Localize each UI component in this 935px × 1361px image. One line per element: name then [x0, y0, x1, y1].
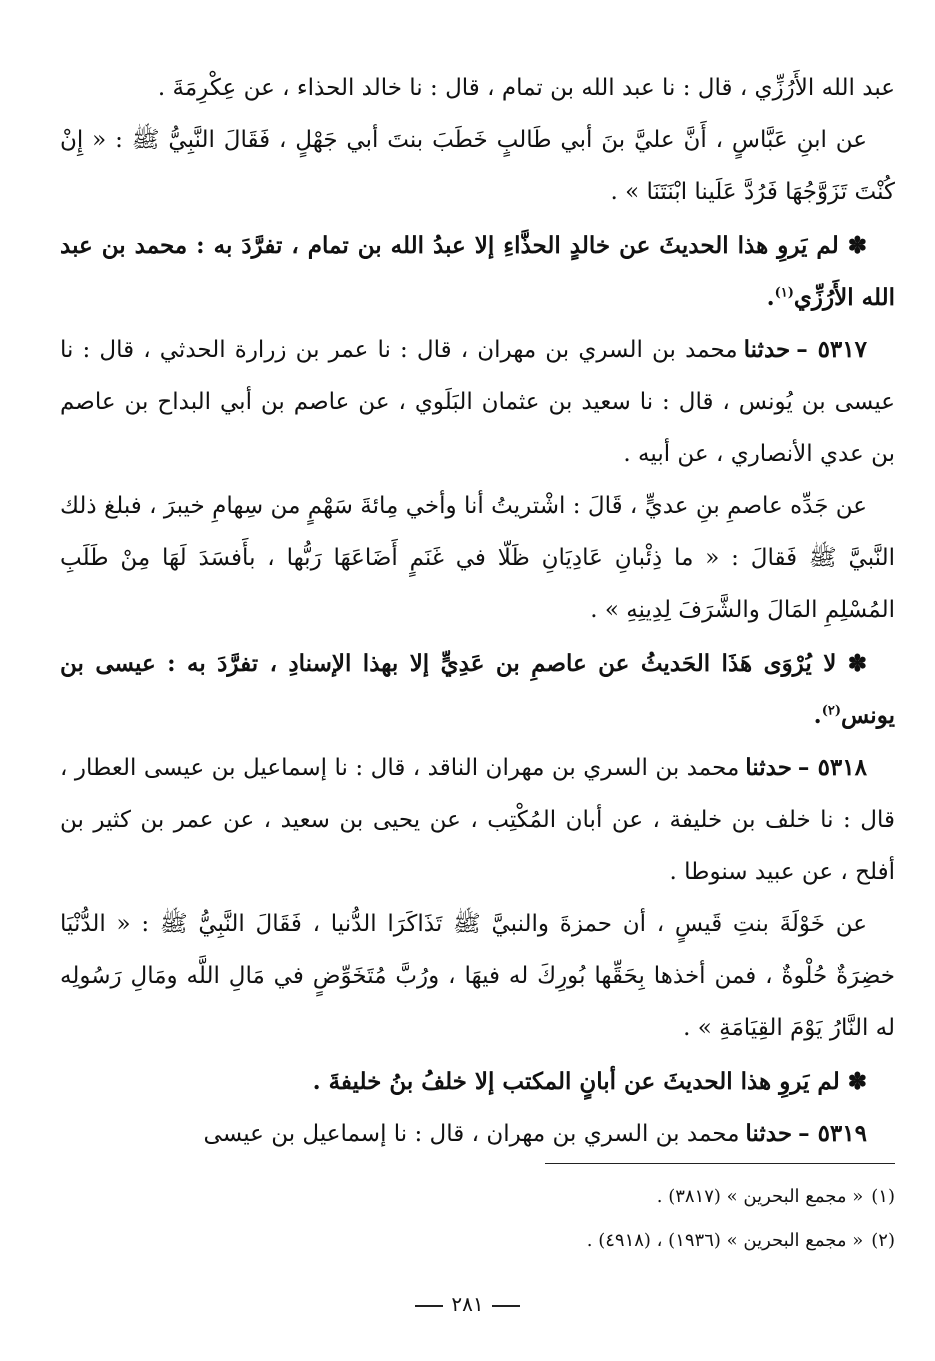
page-number-value: ٢٨١	[451, 1292, 484, 1316]
note-tafarrud-2: ✽ لا يُرْوَى هَذَا الحَديثُ عن عاصمِ بن عَدِيٍّ إلا بهذا الإسنادِ ، تفرَّدَ به : عيسى بن يونس$^{(٢)}$.	[60, 650, 895, 729]
hadith-isnad: محمد بن السري بن مهران ، قال : نا إسماعيل بن عيسى	[203, 1121, 740, 1147]
page-number-dash	[492, 1305, 520, 1307]
footnote-text: « مجمع البحرين » (١٩٣٦) ، (٤٩١٨) .	[586, 1230, 864, 1251]
hadith-number: ٥٣١٧ –	[796, 336, 867, 363]
hadith-5317	[60, 324, 895, 480]
hadith-number: ٥٣١٨ –	[797, 754, 867, 781]
page-number-dash	[415, 1305, 443, 1307]
hadith-5319	[60, 1108, 895, 1160]
footnote-divider	[545, 1163, 895, 1164]
note-tafarrud-3: ✽ لم يَروِ هذا الحديثَ عن أبانٍ المكتب إلا خلفُ بنُ خليفةَ .	[312, 1068, 867, 1095]
hadith-isnad: محمد بن السري بن مهران ، قال : نا عمر بن زرارة الحدثي ، قال : نا عيسى بن يُونس ، قال : نا سعيد بن عثمان البَلَوي ، عن عاصم بن أبي البداح بن عاصم بن عدي الأنصاري ، عن أبيه .	[60, 337, 895, 467]
paragraph-hadith-ibn-abbas: عن ابنِ عَبَّاسٍ ، أَنَّ عليَّ بنَ أبي طَالبٍ خَطَبَ بنتَ أبي جَهْلٍ ، فَقَالَ النَّبِيُّ ﷺ : « إِنْ كُنْتَ تَزَوَّجُهَا فَرُدَّ عَلَينا ابْنَتَنَا » .	[60, 127, 895, 205]
hadith-lead: حدثنا	[745, 1120, 793, 1147]
note-text: ✽ لم يَروِ هذا الحديثَ عن خالدٍ الحذَّاءِ إلا عبدُ الله بن تمام ، تفرَّدَ به : محمد بن عبد الله الأَرُزِّي	[60, 232, 895, 311]
hadith-isnad: محمد بن السري بن مهران الناقد ، قال : نا إسماعيل بن عيسى العطار ، قال : نا خلف بن خليفة ، عن أبان المُكْتِب ، عن يحيى بن سعيد ، عن عمر بن كثير بن أفلح ، عن عبيد سنوطا .	[60, 755, 895, 885]
footnote-item	[60, 1175, 895, 1219]
footnote-text: « مجمع البحرين » (٣٨١٧) .	[656, 1186, 864, 1207]
footnote-label: (١)	[871, 1186, 895, 1207]
note-tafarrud-1: ✽ لم يَروِ هذا الحديثَ عن خالدٍ الحذَّاءِ إلا عبدُ الله بن تمام ، تفرَّدَ به : محمد بن عبد الله الأَرُزِّي$^{(١)}$.	[60, 232, 895, 311]
paragraph-hadith-asim: عن جَدِّه عاصمِ بنِ عديٍّ ، قَالَ : اشْتريتُ أنا وأخي مِائةَ سَهْمٍ من سِهامِ خيبرَ ، فبلغ ذلك النَّبيَّ ﷺ فَقالَ : « ما ذِئْبانِ عَادِيَانِ ظَلّا في غَنَمٍ أَضَاعَهَا رَبُّها ، بأَفسَدَ لَهَا مِنْ طَلَبِ المُسْلِمِ المَالَ والشَّرَفَ لِدِينِهِ » .	[60, 493, 895, 623]
footnote-label: (٢)	[871, 1230, 895, 1251]
paragraph-isnad-continuation: عبد الله الأَرُزِّي ، قال : نا عبد الله بن تمام ، قال : نا خالد الحذاء ، عن عِكْرِمَةَ .	[157, 75, 895, 101]
note-text: ✽ لا يُرْوَى هَذَا الحَديثُ عن عاصمِ بن عَدِيٍّ إلا بهذا الإسنادِ ، تفرَّدَ به : عيسى بن يونس	[60, 650, 895, 729]
footnote-ref: (٢)	[821, 703, 841, 719]
page-body	[60, 62, 895, 1361]
hadith-lead: حدثنا	[745, 754, 792, 781]
footnote-item	[60, 1219, 895, 1263]
hadith-number: ٥٣١٩ –	[798, 1120, 867, 1147]
footnotes	[60, 1175, 895, 1263]
hadith-lead: حدثنا	[743, 336, 791, 363]
page-number	[0, 1292, 935, 1316]
footnote-ref: (١)	[774, 285, 794, 301]
hadith-5318	[60, 742, 895, 898]
paragraph-hadith-khawla: عن خَوْلَةَ بنتِ قَيسٍ ، أن حمزةَ والنبيَّ ﷺ تَذَاكَرَا الدُّنيا ، فَقَالَ النَّبِيُّ ﷺ : « الدُّنْيَا خضِرَةٌ حُلْوةٌ ، فمن أخذها بِحَقِّها بُورِكَ له فيهَا ، ورُبَّ مُتَخَوِّضٍ في مَالِ اللَّه ومَالِ رَسُولِه له النَّارُ يَوْمَ القِيَامَةِ » .	[60, 911, 895, 1041]
